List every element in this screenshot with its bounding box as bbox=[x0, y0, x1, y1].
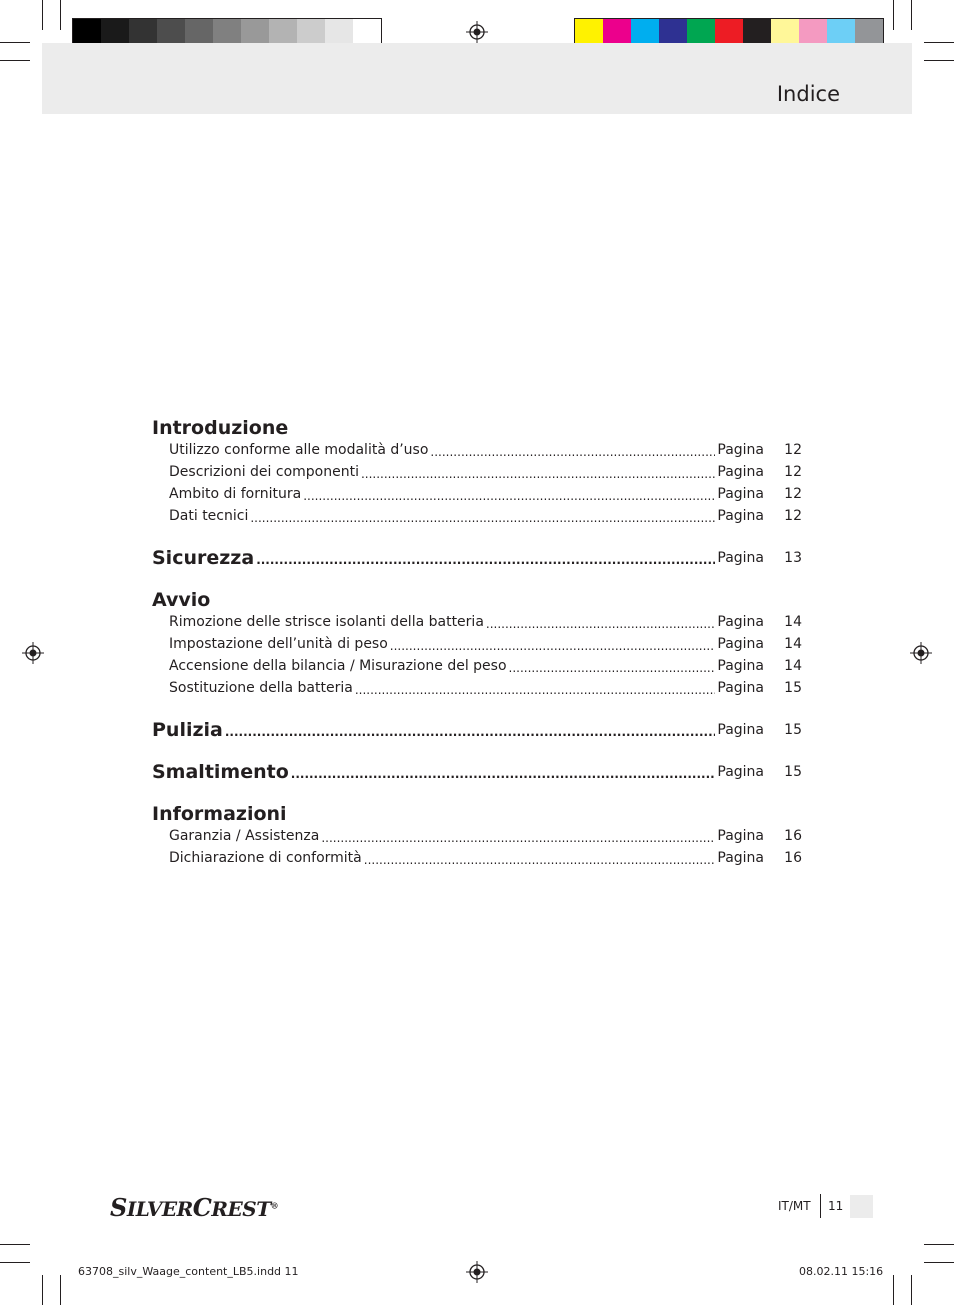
toc-entry-label: Garanzia / Assistenza bbox=[169, 828, 320, 844]
page-ref: 15 bbox=[784, 722, 802, 738]
toc-section bbox=[152, 589, 802, 699]
toc-heading-label: Informazioni bbox=[152, 803, 287, 825]
crop-mark bbox=[60, 0, 61, 30]
toc-entry[interactable] bbox=[152, 825, 802, 847]
page-ref: 13 bbox=[784, 550, 802, 566]
crop-mark bbox=[911, 1275, 912, 1305]
dot-leader bbox=[355, 681, 716, 699]
page-word: Pagina bbox=[717, 464, 764, 480]
toc-section-heading[interactable] bbox=[152, 417, 802, 439]
toc-section bbox=[152, 417, 802, 527]
color-swatch bbox=[771, 19, 799, 45]
toc-entry[interactable] bbox=[152, 633, 802, 655]
page-word: Pagina bbox=[717, 764, 764, 780]
color-swatch bbox=[855, 19, 883, 45]
color-swatch bbox=[603, 19, 631, 45]
color-swatch bbox=[715, 19, 743, 45]
page-ref: 15 bbox=[784, 764, 802, 780]
color-swatch bbox=[185, 19, 213, 45]
crop-mark bbox=[0, 60, 30, 61]
color-swatch bbox=[269, 19, 297, 45]
color-swatch bbox=[325, 19, 353, 45]
color-swatch bbox=[213, 19, 241, 45]
toc-entry-label: Utilizzo conforme alle modalità d’uso bbox=[169, 442, 429, 458]
toc-section bbox=[152, 547, 802, 569]
toc-entry-label: Dati tecnici bbox=[169, 508, 249, 524]
toc-entry-label: Ambito di fornitura bbox=[169, 486, 302, 502]
dot-leader bbox=[361, 465, 715, 483]
toc-heading-label: Avvio bbox=[152, 589, 211, 611]
toc-entry[interactable] bbox=[152, 655, 802, 677]
toc-heading-label: Smaltimento bbox=[152, 761, 289, 783]
crop-mark bbox=[42, 1275, 43, 1305]
registration-mark-icon bbox=[466, 1261, 488, 1283]
color-calibration-bar bbox=[574, 18, 884, 46]
crop-mark bbox=[0, 42, 30, 43]
page-word: Pagina bbox=[717, 636, 764, 652]
toc-entry-label: Rimozione delle strisce isolanti della batteria bbox=[169, 614, 484, 630]
page-word: Pagina bbox=[717, 680, 764, 696]
page-ref: 14 bbox=[784, 636, 802, 652]
page-number-box bbox=[850, 1195, 873, 1218]
dot-leader bbox=[364, 851, 716, 869]
page-ref: 12 bbox=[784, 464, 802, 480]
dot-leader bbox=[430, 443, 715, 461]
page-ref: 12 bbox=[784, 442, 802, 458]
toc-section-heading[interactable] bbox=[152, 803, 802, 825]
toc-entry[interactable] bbox=[152, 461, 802, 483]
toc-heading-label: Pulizia bbox=[152, 719, 223, 741]
crop-mark bbox=[0, 1244, 30, 1245]
toc-section bbox=[152, 761, 802, 783]
page-word: Pagina bbox=[717, 442, 764, 458]
dot-leader bbox=[390, 637, 716, 655]
dot-leader bbox=[256, 551, 715, 569]
dot-leader bbox=[321, 829, 715, 847]
page-ref: 15 bbox=[784, 680, 802, 696]
color-swatch bbox=[799, 19, 827, 45]
crop-mark bbox=[924, 60, 954, 61]
dot-leader bbox=[291, 765, 716, 783]
color-swatch bbox=[297, 19, 325, 45]
registration-mark-icon bbox=[466, 21, 488, 43]
page-ref: 14 bbox=[784, 614, 802, 630]
crop-mark bbox=[893, 0, 894, 30]
toc-section-heading[interactable] bbox=[152, 719, 802, 741]
toc-entry-label: Impostazione dell’unità di peso bbox=[169, 636, 388, 652]
page-word: Pagina bbox=[717, 486, 764, 502]
page-word: Pagina bbox=[717, 722, 764, 738]
date-slug: 08.02.11 15:16 bbox=[799, 1265, 884, 1278]
page-word: Pagina bbox=[717, 828, 764, 844]
color-swatch bbox=[241, 19, 269, 45]
dot-leader bbox=[225, 723, 716, 741]
color-swatch bbox=[157, 19, 185, 45]
color-swatch bbox=[631, 19, 659, 45]
color-swatch bbox=[73, 19, 101, 45]
page-ref: 16 bbox=[784, 828, 802, 844]
crop-mark bbox=[924, 1262, 954, 1263]
crop-mark bbox=[0, 1262, 30, 1263]
page-word: Pagina bbox=[717, 850, 764, 866]
dot-leader bbox=[509, 659, 716, 677]
toc-entry[interactable] bbox=[152, 611, 802, 633]
page-word: Pagina bbox=[717, 550, 764, 566]
toc-entry[interactable] bbox=[152, 677, 802, 699]
toc-heading-label: Introduzione bbox=[152, 417, 289, 439]
color-swatch bbox=[353, 19, 381, 45]
color-swatch bbox=[687, 19, 715, 45]
crop-mark bbox=[893, 1275, 894, 1305]
page-word: Pagina bbox=[717, 614, 764, 630]
crop-mark bbox=[911, 0, 912, 30]
crop-mark bbox=[60, 1275, 61, 1305]
toc-entry-label: Dichiarazione di conformità bbox=[169, 850, 362, 866]
table-of-contents bbox=[152, 417, 802, 889]
page-title: Indice bbox=[776, 82, 840, 106]
registration-mark-icon bbox=[22, 642, 44, 664]
grayscale-calibration-bar bbox=[72, 18, 382, 46]
toc-entry[interactable] bbox=[152, 847, 802, 869]
toc-entry[interactable] bbox=[152, 505, 802, 527]
color-swatch bbox=[129, 19, 157, 45]
dot-leader bbox=[303, 487, 715, 505]
language-code: IT/MT bbox=[778, 1199, 811, 1213]
brand-logo: SILVERCREST® bbox=[110, 1193, 279, 1222]
page-word: Pagina bbox=[717, 658, 764, 674]
crop-mark bbox=[924, 1244, 954, 1245]
color-swatch bbox=[743, 19, 771, 45]
toc-entry-label: Sostituzione della batteria bbox=[169, 680, 353, 696]
toc-section bbox=[152, 719, 802, 741]
color-swatch bbox=[101, 19, 129, 45]
page-number: 11 bbox=[828, 1199, 844, 1213]
toc-heading-label: Sicurezza bbox=[152, 547, 255, 569]
toc-section bbox=[152, 803, 802, 869]
page-ref: 14 bbox=[784, 658, 802, 674]
toc-section-heading[interactable] bbox=[152, 761, 802, 783]
color-swatch bbox=[659, 19, 687, 45]
crop-mark bbox=[924, 42, 954, 43]
page-ref: 12 bbox=[784, 508, 802, 524]
toc-section-heading[interactable] bbox=[152, 589, 802, 611]
toc-entry-label: Accensione della bilancia / Misurazione del peso bbox=[169, 658, 507, 674]
toc-section-heading[interactable] bbox=[152, 547, 802, 569]
file-slug: 63708_silv_Waage_content_LB5.indd 11 bbox=[78, 1265, 299, 1278]
footer-divider bbox=[820, 1194, 821, 1218]
color-swatch bbox=[575, 19, 603, 45]
page-ref: 12 bbox=[784, 486, 802, 502]
page-ref: 16 bbox=[784, 850, 802, 866]
dot-leader bbox=[250, 509, 715, 527]
toc-entry[interactable] bbox=[152, 439, 802, 461]
crop-mark bbox=[42, 0, 43, 30]
dot-leader bbox=[486, 615, 715, 633]
registration-mark-icon bbox=[910, 642, 932, 664]
toc-entry-label: Descrizioni dei componenti bbox=[169, 464, 359, 480]
page-word: Pagina bbox=[717, 508, 764, 524]
color-swatch bbox=[827, 19, 855, 45]
toc-entry[interactable] bbox=[152, 483, 802, 505]
